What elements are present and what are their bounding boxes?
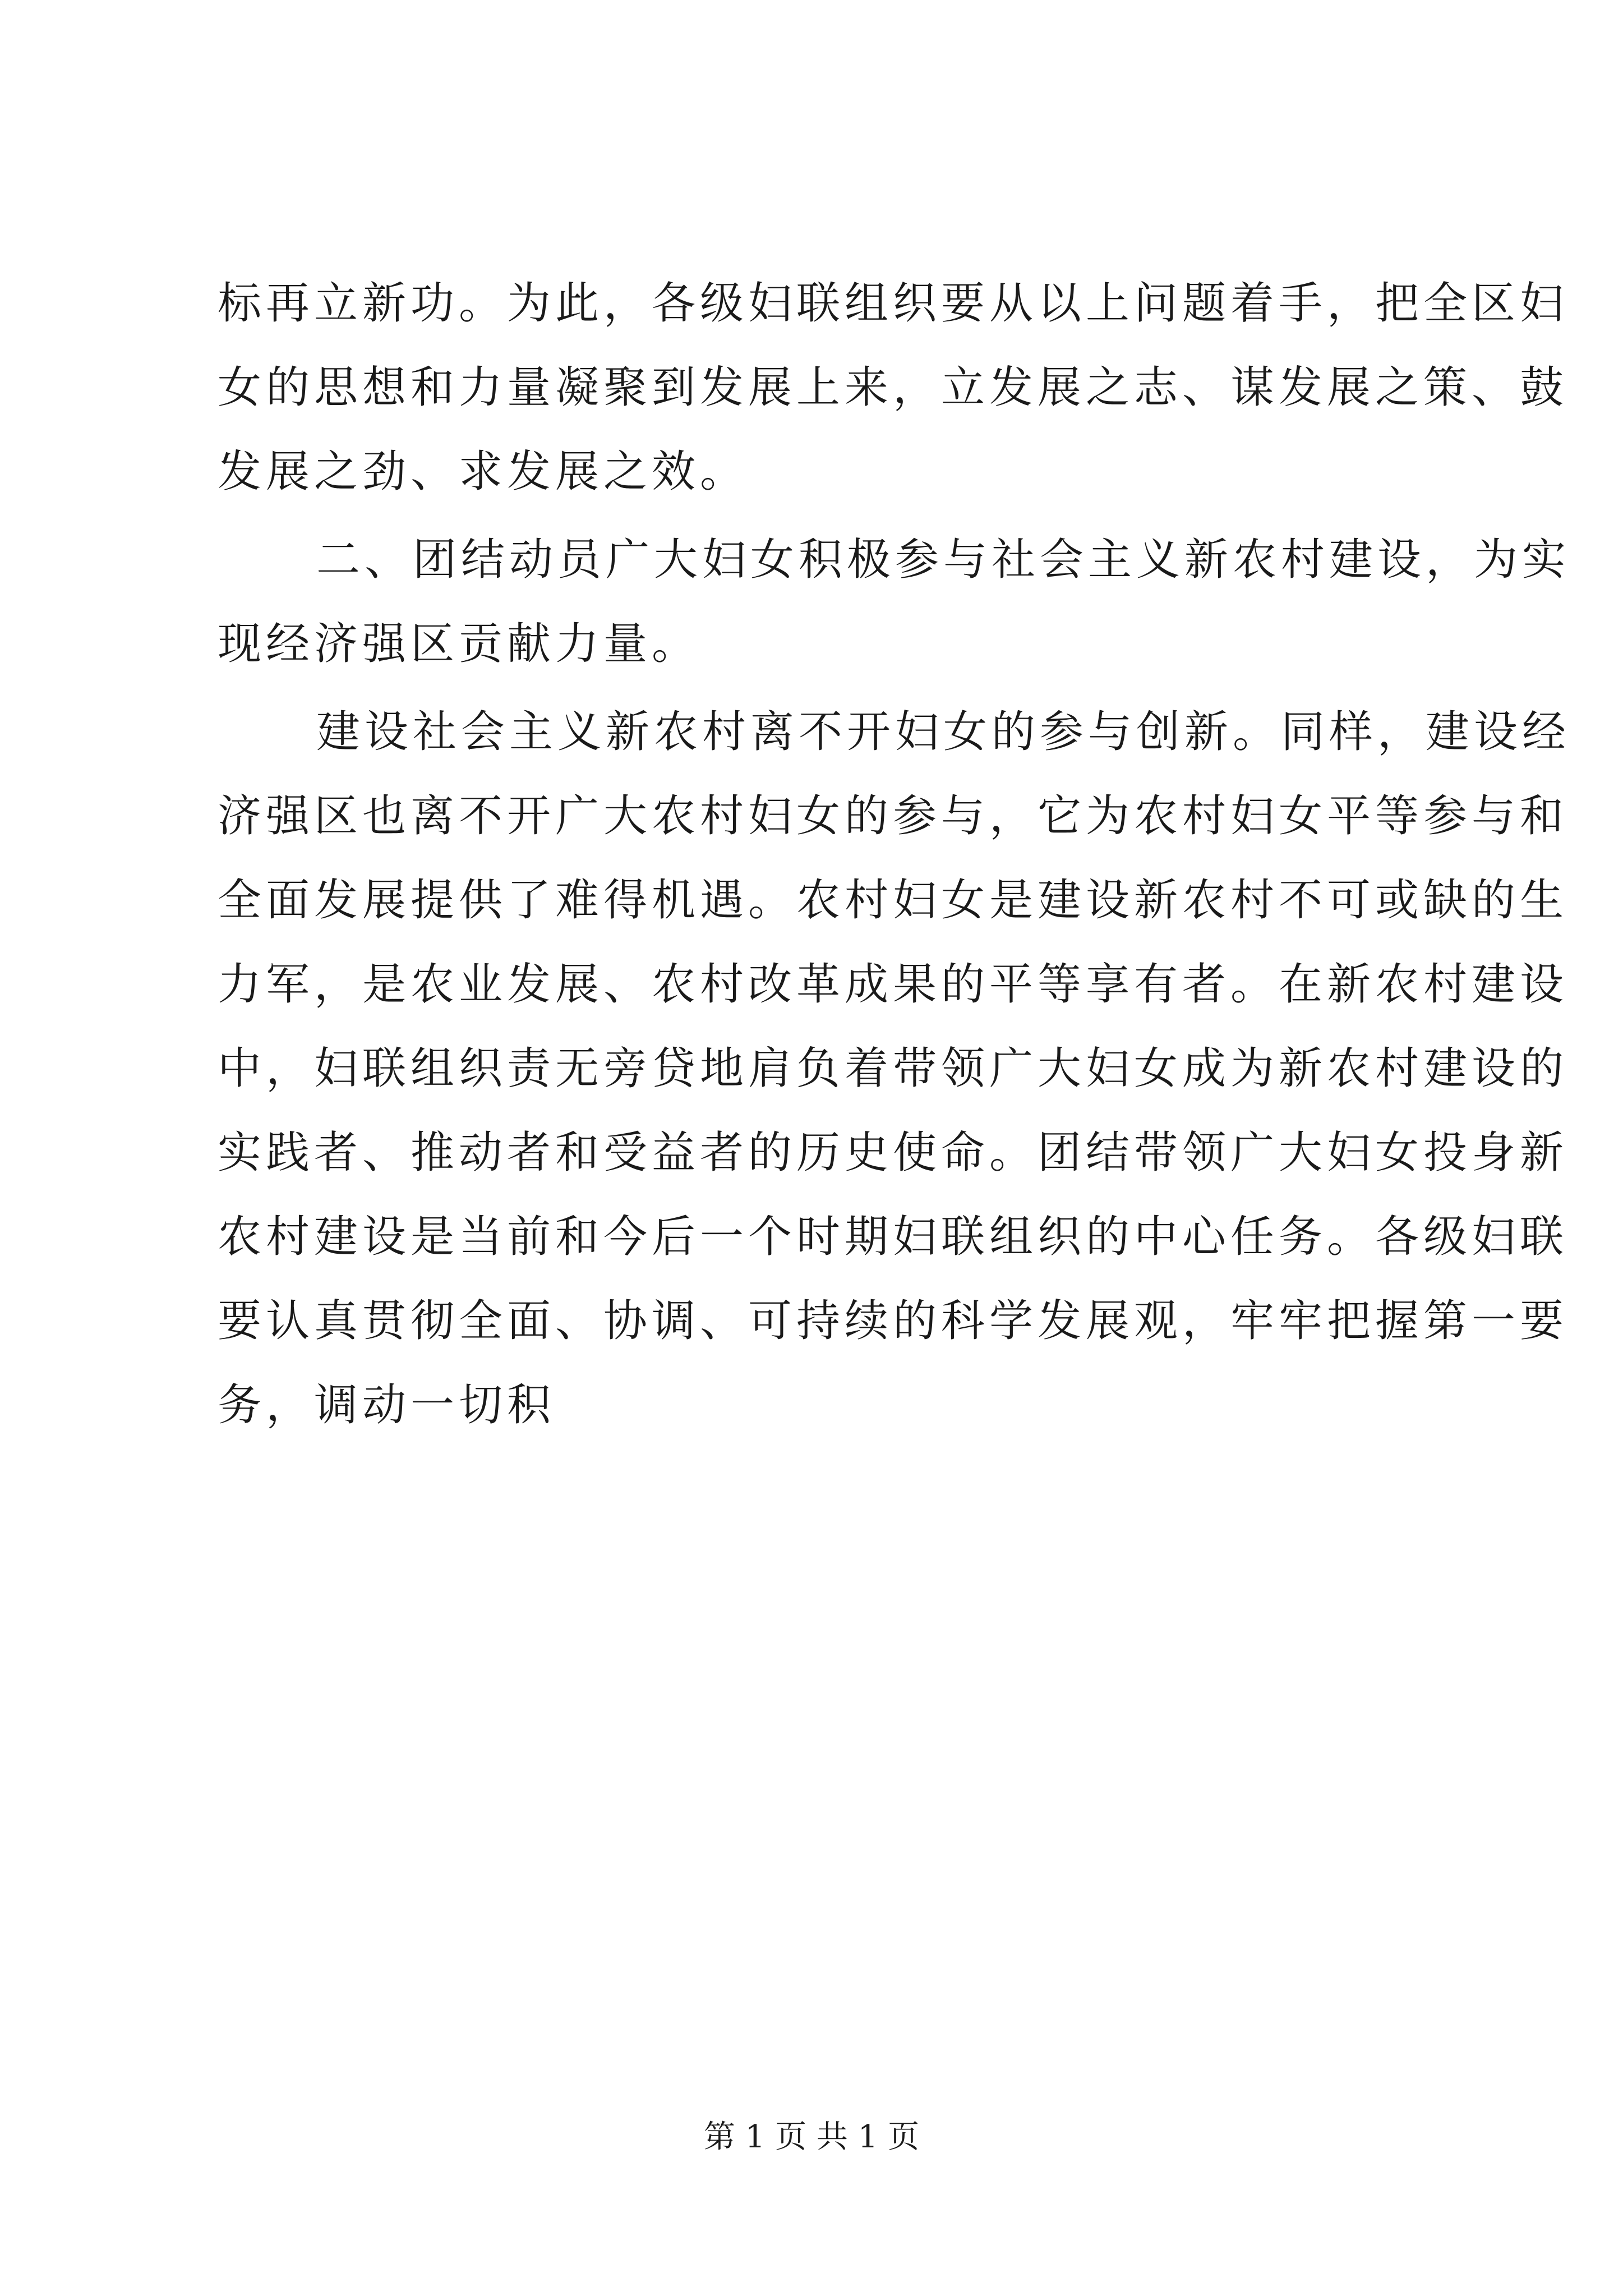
text-line: 要认真贯彻全面、协调、可持续的科学发展观，牢牢把握第一要: [218, 1296, 1569, 1346]
text-line: 力军，是农业发展、农村改革成果的平等享有者。在新农村建设: [218, 959, 1569, 1010]
section-heading: [218, 518, 1571, 686]
document-body: [218, 261, 1571, 1447]
page-number: 第 1 页 共 1 页: [703, 2119, 920, 2155]
text-line: 二、团结动员广大妇女积极参与社会主义新农村建设，为实: [316, 535, 1571, 585]
text-line: 女的思想和力量凝聚到发展上来，立发展之志、谋发展之策、鼓: [218, 362, 1569, 413]
text-line: 全面发展提供了难得机遇。农村妇女是建设新农村不可或缺的生: [218, 875, 1569, 926]
page-footer: [0, 2115, 1623, 2160]
paragraph: [218, 261, 1569, 514]
text-line: 济强区也离不开广大农村妇女的参与，它为农村妇女平等参与和: [218, 791, 1569, 841]
paragraph: [218, 690, 1571, 1447]
text-line: 实践者、推动者和受益者的历史使命。团结带领广大妇女投身新: [218, 1128, 1569, 1178]
text-line: 中，妇联组织责无旁贷地肩负着带领广大妇女成为新农村建设的: [218, 1043, 1569, 1094]
text-line: 现经济强区贡献力量。: [218, 619, 700, 669]
text-line: 标再立新功。为此，各级妇联组织要从以上问题着手，把全区妇: [218, 278, 1569, 329]
text-line: 农村建设是当前和今后一个时期妇联组织的中心任务。各级妇联: [218, 1212, 1569, 1262]
text-line: 建设社会主义新农村离不开妇女的参与创新。同样，建设经: [316, 707, 1571, 757]
text-line: 务，调动一切积: [218, 1380, 556, 1430]
text-line: 发展之劲、求发展之效。: [218, 447, 749, 497]
